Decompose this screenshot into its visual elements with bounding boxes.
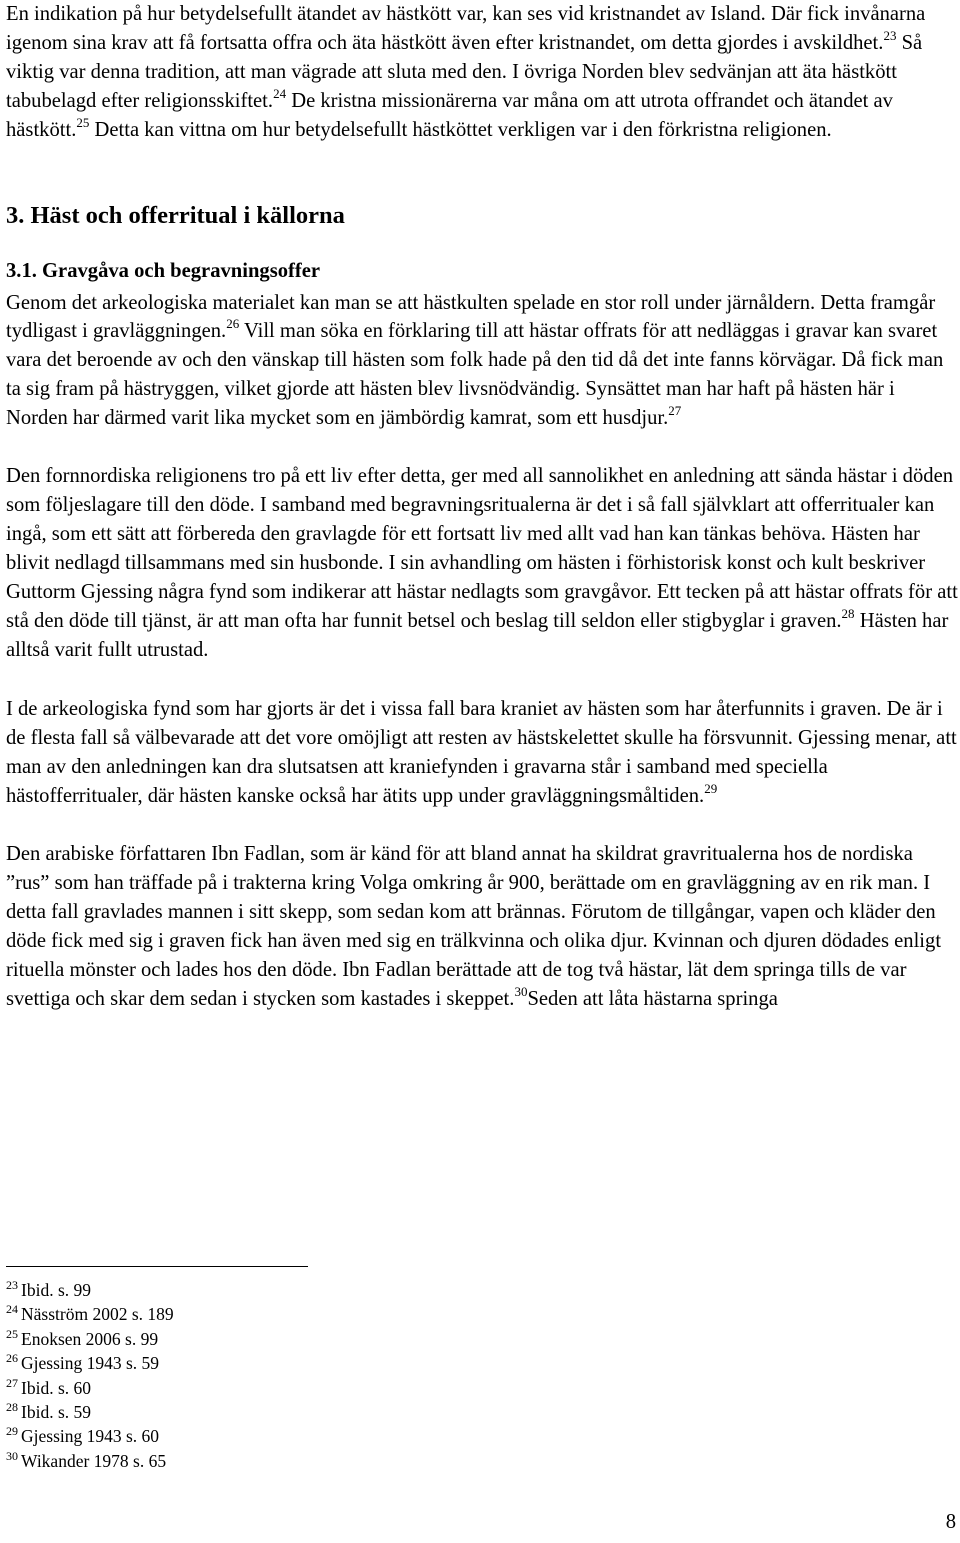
footnote-number: 26 xyxy=(6,1351,18,1366)
footnote-ref-29: 29 xyxy=(704,781,718,797)
footnote-text: Ibid. s. 59 xyxy=(21,1402,91,1423)
intro-text-4: Detta kan vittna om hur betydelsefullt hästköttet verkligen var i den förkristna religionen. xyxy=(89,118,832,141)
paragraph-1-text-1: Genom det arkeologiska materialet kan man se att hästkulten spelade en stor roll under järnåldern. Detta framgår tydligast i gravläggningen. xyxy=(6,291,936,343)
footnotes-list xyxy=(6,1278,174,1473)
footnote-ref-26: 26 xyxy=(226,316,240,332)
intro-text-2: Så viktig var denna tradition, att man vägrade att sluta med den. I övriga Norden blev sedvänjan att äta hästkött tabubelagd efter religionsskiftet. xyxy=(6,31,923,112)
footnote-ref-30: 30 xyxy=(514,983,528,999)
footnote-number: 28 xyxy=(6,1400,18,1415)
footnote xyxy=(6,1376,174,1400)
paragraph-3-text-1: I de arkeologiska fynd som har gjorts är det i vissa fall bara kraniet av hästen som har återfunnits i graven. De är i de flesta fall så välbevarade att det vore omöjligt att resten av hästskelettet skulle ha försvunnit. Gjessing menar, att man av den anledningen kan dra slutsatsen att kraniefynden i gravarna står i samband med speciella hästofferritualer, där hästen kanske också har ätits upp under gravläggningsmåltiden. xyxy=(6,698,957,808)
paragraph-2 xyxy=(6,462,958,664)
footnote-number: 24 xyxy=(6,1302,18,1317)
footnote-number: 29 xyxy=(6,1424,18,1439)
footnote-text: Ibid. s. 60 xyxy=(21,1377,91,1398)
footnote xyxy=(6,1278,174,1302)
footnote-number: 23 xyxy=(6,1278,18,1292)
footnote-text: Enoksen 2006 s. 99 xyxy=(21,1328,159,1349)
footnote xyxy=(6,1327,174,1351)
footnote-text: Ibid. s. 99 xyxy=(21,1280,91,1300)
footnote xyxy=(6,1449,174,1473)
footnote xyxy=(6,1424,174,1448)
paragraph-2-text-2: Hästen har alltså varit fullt utrustad. xyxy=(6,609,949,661)
paragraph-4-text-1: Den arabiske författaren Ibn Fadlan, som är känd för att bland annat ha skildrat gravritualerna hos de nordiska ”rus” som han träffade på i trakterna kring Volga omkring år 900, berättade om en gravläggning av en rik man. I detta fall gravlades mannen i sitt skepp, som sedan kom att brännas. Förutom de tillgångar, vapen och kläder den döde fick med sig i graven fick han även med sig en trälkvinna och olika djur. Kvinnan och djuren dödades enligt rituella mönster och lades hos den döde. Ibn Fadlan berättade att de tog två hästar, lät dem springa tills de var svettiga och skar dem sedan i stycken som kastades i skeppet. xyxy=(6,843,942,1010)
section-heading: 3. Häst och offerritual i källorna xyxy=(6,201,345,229)
subsection-heading: 3.1. Gravgåva och begravningsoffer xyxy=(6,259,321,282)
paragraph-1 xyxy=(6,289,958,434)
footnote-text: Gjessing 1943 s. 60 xyxy=(21,1426,160,1447)
intro-text-1: En indikation på hur betydelsefullt ätandet av hästkött var, kan ses vid kristnandet av Island. Där fick invånarna igenom sina krav att få fortsatta offra och äta hästkött även efter kristnandet, om detta gjordes i avskildhet. xyxy=(6,3,926,54)
footnote xyxy=(6,1351,174,1375)
footnote-separator xyxy=(6,1266,308,1267)
page-number: 8 xyxy=(945,1511,956,1533)
footnote-number: 27 xyxy=(6,1375,18,1390)
footnote-ref-28: 28 xyxy=(841,605,855,621)
paragraph-4 xyxy=(6,840,958,1013)
paragraph-2-text-1: Den fornnordiska religionens tro på ett liv efter detta, ger med all sannolikhet en anledning att sända hästar i döden som följeslagare till den döde. I samband med begravningsritualerna är det i så fall självklart att offerritualer kan ingå, som ett sätt att förbereda den gravlagde för ett fortsatt liv med allt vad han kan tänkas behöva. Hästen har blivit nedlagd tillsammans med sin husbonde. I sin avhandling om hästen i förhistorisk konst och kult beskriver Guttorm Gjessing några fynd som indikerar att hästar nedlagts som gravgåvor. Ett tecken på att hästar offrats för att stå den döde till tjänst, är att man ofta har funnit betsel och beslag till seldon eller stigbyglar i graven. xyxy=(6,465,958,632)
paragraph-1-text-2: Vill man söka en förklaring till att hästar offrats för att nedläggas i gravar kan svaret vara det beroende av och den vänskap till hästen som folk hade på den tid då det inte fanns körvägar. Då fick man ta sig fram på hästryggen, vilket gjorde att hästen blev livsnödvändig. Synsättet man har haft på hästen här i Norden har därmed varit lika mycket som en jämbördig kamrat, som ett husdjur. xyxy=(6,320,944,430)
paragraph-4-text-2: Seden att låta hästarna springa xyxy=(527,987,778,1010)
footnote-text: Näsström 2002 s. 189 xyxy=(21,1304,174,1325)
footnote xyxy=(6,1400,174,1424)
footnote-ref-24: 24 xyxy=(273,85,287,101)
footnote-number: 25 xyxy=(6,1326,18,1341)
footnote xyxy=(6,1302,174,1326)
footnote-number: 30 xyxy=(6,1448,18,1463)
intro-paragraph xyxy=(6,0,958,145)
footnote-ref-25: 25 xyxy=(76,114,90,130)
intro-text-3: De kristna missionärerna var måna om att utrota offrandet och ätandet av hästkött. xyxy=(6,89,893,141)
footnote-text: Gjessing 1943 s. 59 xyxy=(21,1353,160,1374)
document-page xyxy=(6,0,958,1013)
paragraph-3 xyxy=(6,695,958,811)
footnote-ref-23: 23 xyxy=(883,27,897,43)
footnote-text: Wikander 1978 s. 65 xyxy=(21,1450,167,1471)
footnote-ref-27: 27 xyxy=(668,403,682,419)
